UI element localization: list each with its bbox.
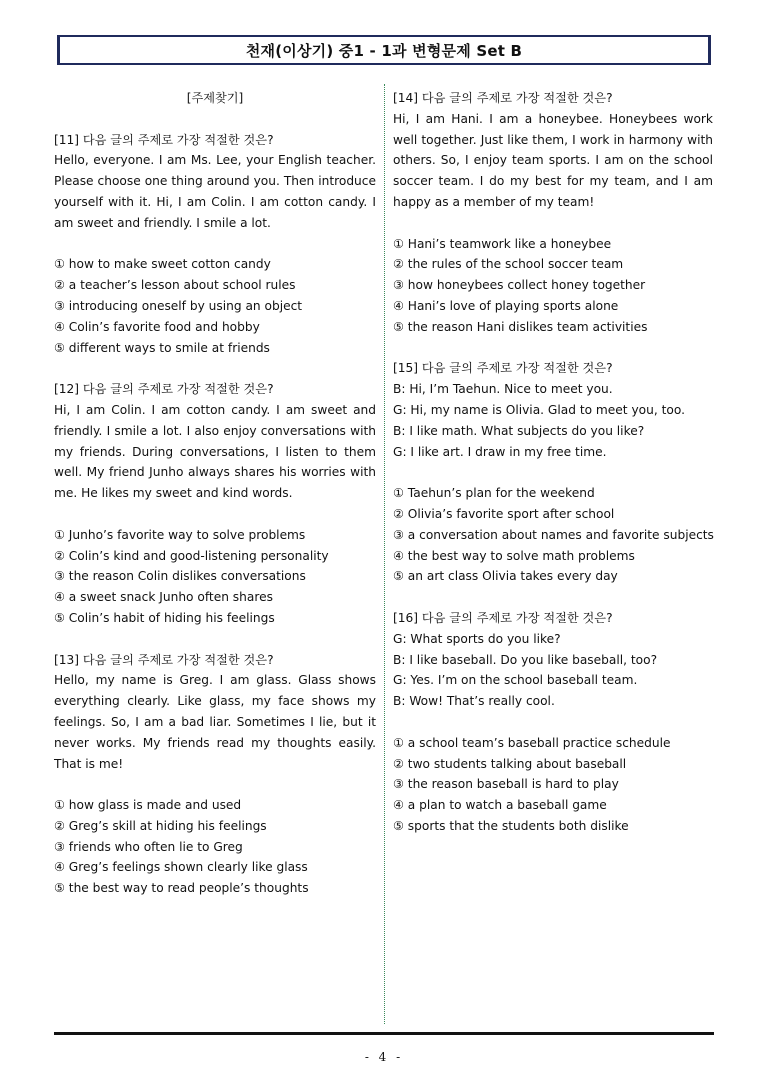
passage-text: B: Hi, I’m Taehun. Nice to meet you. [393, 382, 613, 397]
answer-option: ⑤ different ways to smile at friends [54, 340, 270, 355]
question-heading: [11] 다음 글의 주제로 가장 적절한 것은? [54, 132, 274, 147]
answer-option: ① Taehun’s plan for the weekend [393, 486, 595, 501]
passage-text: G: Yes. I’m on the school baseball team. [393, 673, 638, 688]
answer-option: ④ a sweet snack Junho often shares [54, 590, 273, 605]
answer-option: ① how glass is made and used [54, 798, 242, 813]
page-number: - 4 - [364, 1050, 404, 1064]
answer-option: ⑤ sports that the students both dislike [393, 818, 629, 833]
answer-option: ② the rules of the school soccer team [393, 257, 624, 272]
answer-option: ④ Greg’s feelings shown clearly like glass [54, 860, 308, 875]
passage-text: G: What sports do you like? [393, 631, 561, 646]
question-block [54, 379, 376, 629]
answer-option: ④ a plan to watch a baseball game [393, 798, 607, 813]
answer-option: ① how to make sweet cotton candy [54, 257, 271, 272]
question-heading: [14] 다음 글의 주제로 가장 적절한 것은? [393, 91, 613, 105]
answer-option: ④ Hani’s love of playing sports alone [393, 298, 619, 313]
answer-option: ③ the reason baseball is hard to play [393, 777, 619, 792]
answer-option: ① Junho’s favorite way to solve problems [54, 527, 306, 542]
answer-option: ③ the reason Colin dislikes conversations [54, 569, 306, 584]
questions-left [54, 130, 376, 899]
header-box [57, 35, 711, 65]
answer-option: ④ the best way to solve math problems [393, 548, 635, 563]
right-column [393, 88, 713, 837]
passage-text: B: I like baseball. Do you like baseball, too? [393, 652, 658, 667]
section-label: [주제찾기] [186, 91, 244, 105]
passage-text: Hello, my name is Greg. I am glass. Glass shows everything clearly. Like glass, my face shows my feelings. So, I am a bad liar. Sometimes I lie, but it never works. My friends read my thoughts easily. That is me! [54, 673, 376, 771]
answer-option: ⑤ an art class Olivia takes every day [393, 569, 618, 584]
passage-text: Hi, I am Hani. I am a honeybee. Honeybees work well together. Just like them, I work in harmony with others. So, I enjoy team sports. I am on the school soccer team. I do my best for my team, and I am happy as a member of my team! [393, 111, 713, 209]
footer-rule [54, 1032, 714, 1035]
answer-option: ⑤ Colin’s habit of hiding his feelings [54, 610, 275, 625]
answer-option: ① a school team’s baseball practice schedule [393, 735, 671, 750]
answer-option: ⑤ the best way to read people’s thoughts [54, 881, 309, 896]
passage-text: G: I like art. I draw in my free time. [393, 444, 607, 459]
answer-option: ⑤ the reason Hani dislikes team activities [393, 319, 648, 334]
passage-text: G: Hi, my name is Olivia. Glad to meet you, too. [393, 402, 685, 417]
questions-right [393, 88, 713, 837]
answer-option: ② Colin’s kind and good-listening personality [54, 548, 329, 563]
question-heading: [13] 다음 글의 주제로 가장 적절한 것은? [54, 652, 274, 667]
question-heading: [16] 다음 글의 주제로 가장 적절한 것은? [393, 610, 613, 625]
passage-text: B: Wow! That’s really cool. [393, 694, 555, 709]
question-heading: [15] 다음 글의 주제로 가장 적절한 것은? [393, 361, 613, 376]
answer-option: ① Hani’s teamwork like a honeybee [393, 236, 612, 251]
question-block [393, 88, 713, 338]
page-title: 천재(이상기) 중1 - 1과 변형문제 Set B [245, 41, 523, 60]
answer-option: ③ a conversation about names and favorite subjects [393, 527, 714, 542]
question-block [54, 650, 376, 900]
column-divider [384, 84, 385, 1024]
left-column [54, 88, 376, 899]
answer-option: ③ friends who often lie to Greg [54, 839, 243, 854]
answer-option: ④ Colin’s favorite food and hobby [54, 319, 260, 334]
answer-option: ③ introducing oneself by using an object [54, 298, 303, 313]
question-block [393, 358, 713, 587]
passage-text: Hi, I am Colin. I am cotton candy. I am sweet and friendly. I smile a lot. I also enjoy conversations with my friends. During conversations, I listen to them well. My friend Junho always shares his worries with me. He likes my sweet and kind words. [54, 402, 376, 501]
answer-option: ② two students talking about baseball [393, 756, 627, 771]
answer-option: ② Greg’s skill at hiding his feelings [54, 818, 267, 833]
question-block [54, 130, 376, 359]
passage-text: B: I like math. What subjects do you like? [393, 423, 645, 438]
answer-option: ③ how honeybees collect honey together [393, 278, 646, 293]
question-heading: [12] 다음 글의 주제로 가장 적절한 것은? [54, 382, 274, 397]
answer-option: ② Olivia’s favorite sport after school [393, 506, 615, 521]
answer-option: ② a teacher’s lesson about school rules [54, 278, 296, 293]
passage-text: Hello, everyone. I am Ms. Lee, your English teacher. Please choose one thing around you. Then introduce yourself with it. Hi, I am Colin. I am cotton candy. I am sweet and friendly. I smile a lot. [54, 153, 376, 230]
question-block [393, 608, 713, 837]
